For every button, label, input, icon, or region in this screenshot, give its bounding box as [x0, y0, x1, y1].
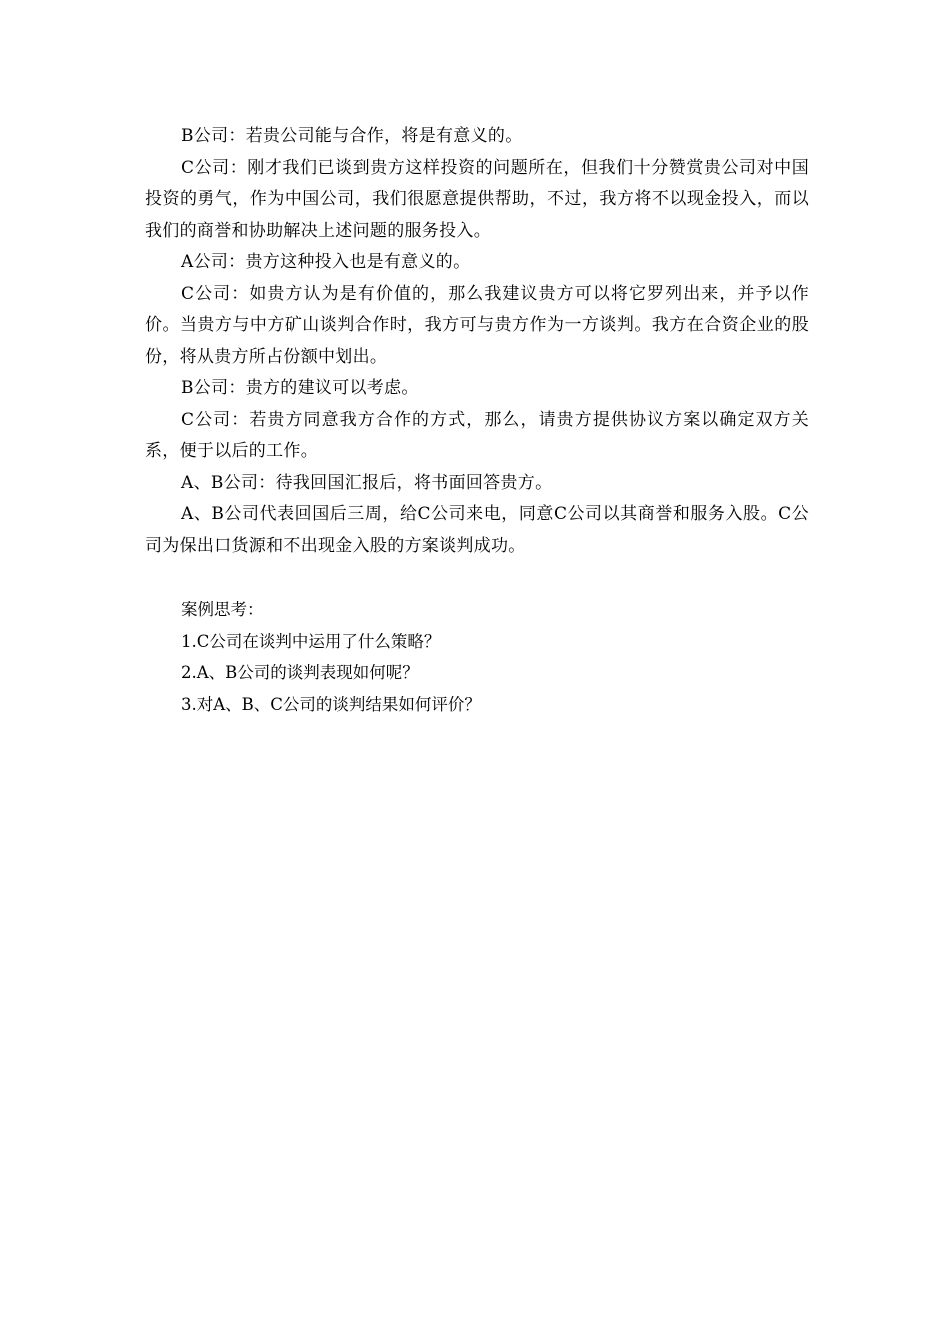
document-page — [145, 121, 809, 720]
case-study-question: 3.对A、B、C公司的谈判结果如何评价？ — [181, 694, 481, 714]
dialogue-paragraph: C公司：若贵方同意我方合作的方式，那么，请贵方提供协议方案以确定双方关系，便于以后的工作。 — [145, 409, 809, 461]
dialogue-paragraph: A、B公司代表回国后三周，给C公司来电，同意C公司以其商誉和服务入股。C公司为保出口货源和不出现金入股的方案谈判成功。 — [145, 504, 809, 556]
dialogue-paragraph: B公司：若贵公司能与合作，将是有意义的。 — [181, 126, 523, 146]
dialogue-paragraph: C公司：刚才我们已谈到贵方这样投资的问题所在，但我们十分赞赏贵公司对中国投资的勇气，作为中国公司，我们很愿意提供帮助，不过，我方将不以现金投入，而以我们的商誉和协助解决上述问题的服务投入。 — [145, 157, 809, 241]
case-study-question: 2.A、B公司的谈判表现如何呢？ — [181, 663, 419, 682]
section-spacer — [145, 562, 809, 594]
dialogue-paragraph: A、B公司：待我回国汇报后，将书面回答贵方。 — [181, 472, 553, 493]
dialogue-paragraph: C公司：如贵方认为是有价值的，那么我建议贵方可以将它罗列出来，并予以作价。当贵方与中方矿山谈判合作时，我方可与贵方作为一方谈判。我方在合资企业的股份，将从贵方所占份额中划出。 — [145, 283, 809, 367]
case-study-heading: 案例思考： — [181, 600, 264, 619]
case-study-question: 1.C公司在谈判中运用了什么策略？ — [181, 631, 441, 651]
dialogue-paragraph: A公司：贵方这种投入也是有意义的。 — [181, 252, 471, 272]
dialogue-paragraph: B公司：贵方的建议可以考虑。 — [181, 378, 419, 398]
